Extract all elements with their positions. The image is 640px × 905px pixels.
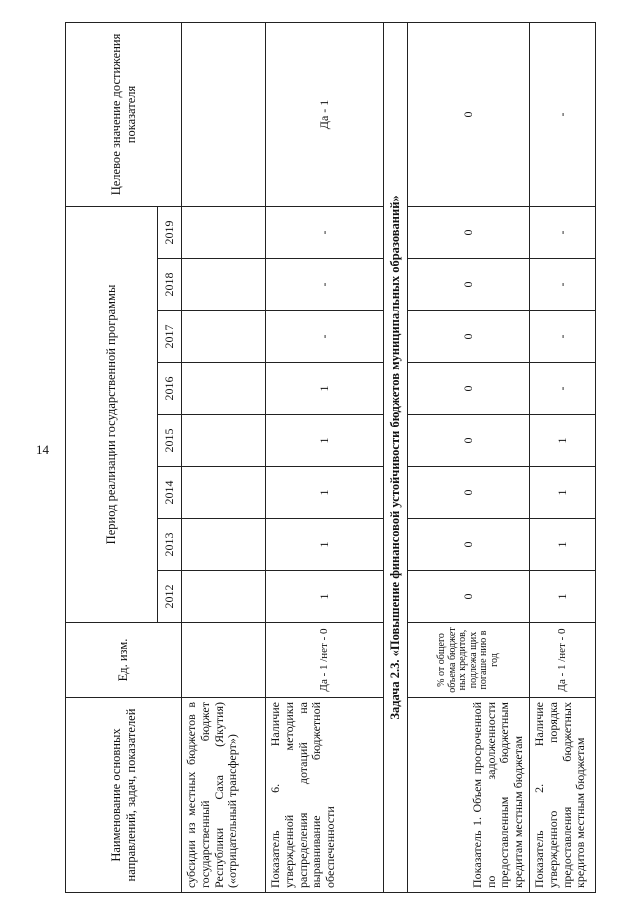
row-value: - — [530, 206, 596, 258]
header-year: 2019 — [158, 206, 182, 258]
row-value — [182, 206, 266, 258]
row-value: 1 — [530, 519, 596, 571]
row-value: 1 — [530, 467, 596, 519]
header-year: 2018 — [158, 259, 182, 311]
row-value — [182, 571, 266, 623]
page-number: 14 — [36, 442, 49, 457]
row-unit: Да - 1 /нет - 0 — [530, 623, 596, 698]
row-value: - — [530, 259, 596, 311]
table-row — [266, 22, 384, 892]
header-row-1 — [66, 22, 158, 892]
row-target: - — [530, 22, 596, 206]
row-value — [182, 259, 266, 311]
row-value: 1 — [266, 363, 384, 415]
row-value — [182, 467, 266, 519]
row-value: 0 — [408, 519, 530, 571]
row-value: 0 — [408, 206, 530, 258]
row-target: Да - 1 — [266, 22, 384, 206]
row-value — [182, 363, 266, 415]
header-year: 2012 — [158, 571, 182, 623]
row-name: Показатель 2. Наличие утвержденного порядка предоставления бюджетных кредитов местным бюджетам — [530, 698, 596, 893]
header-period: Период реализации государственной программы — [66, 206, 158, 622]
row-value: 0 — [408, 311, 530, 363]
indicators-table — [65, 22, 596, 893]
row-target: 0 — [408, 22, 530, 206]
row-unit: % от общего объема бюджет ных кредитов, подлежа щих погаше нию в год — [408, 623, 530, 698]
header-year: 2016 — [158, 363, 182, 415]
row-unit — [182, 623, 266, 698]
task-heading: Задача 2.3. «Повышение финансовой устойчивости бюджетов муниципальных образований» — [384, 22, 408, 892]
row-value: - — [530, 363, 596, 415]
row-value: 0 — [408, 467, 530, 519]
header-target: Целевое значение достижения показателя — [66, 22, 182, 206]
row-value: 0 — [408, 571, 530, 623]
row-value: 1 — [530, 571, 596, 623]
row-value: 1 — [266, 415, 384, 467]
header-year: 2014 — [158, 467, 182, 519]
header-unit: Ед. изм. — [66, 623, 182, 698]
row-value — [182, 311, 266, 363]
row-value: - — [266, 206, 384, 258]
row-name: субсидии из местных бюджетов в государственный бюджет Республики Саха (Якутия) («отрицательный трансферт») — [182, 698, 266, 893]
row-name: Показатель 6. Наличие утвержденной методики распределения дотаций на выравнивание бюджетной обеспеченности — [266, 698, 384, 893]
header-name: Наименование основных направлений, задач, показателей — [66, 698, 182, 893]
header-year: 2013 — [158, 519, 182, 571]
row-value: 1 — [530, 415, 596, 467]
table-row — [408, 22, 530, 892]
row-unit: Да - 1 /нет - 0 — [266, 623, 384, 698]
row-value: 1 — [266, 571, 384, 623]
row-value: - — [266, 311, 384, 363]
row-value: 0 — [408, 363, 530, 415]
row-target — [182, 22, 266, 206]
task-row — [384, 22, 408, 892]
row-value — [182, 415, 266, 467]
header-year: 2015 — [158, 415, 182, 467]
row-value: 1 — [266, 467, 384, 519]
table-row — [182, 22, 266, 892]
header-year: 2017 — [158, 311, 182, 363]
row-value — [182, 519, 266, 571]
row-value: 0 — [408, 259, 530, 311]
row-value: - — [266, 259, 384, 311]
row-value: 1 — [266, 519, 384, 571]
table-row — [530, 22, 596, 892]
row-value: 0 — [408, 415, 530, 467]
row-name: Показатель 1. Объем просроченной по задолженности предоставленным бюджетным кредитам местным бюджетам — [408, 698, 530, 893]
rotated-table-wrapper — [65, 22, 595, 893]
row-value: - — [530, 311, 596, 363]
